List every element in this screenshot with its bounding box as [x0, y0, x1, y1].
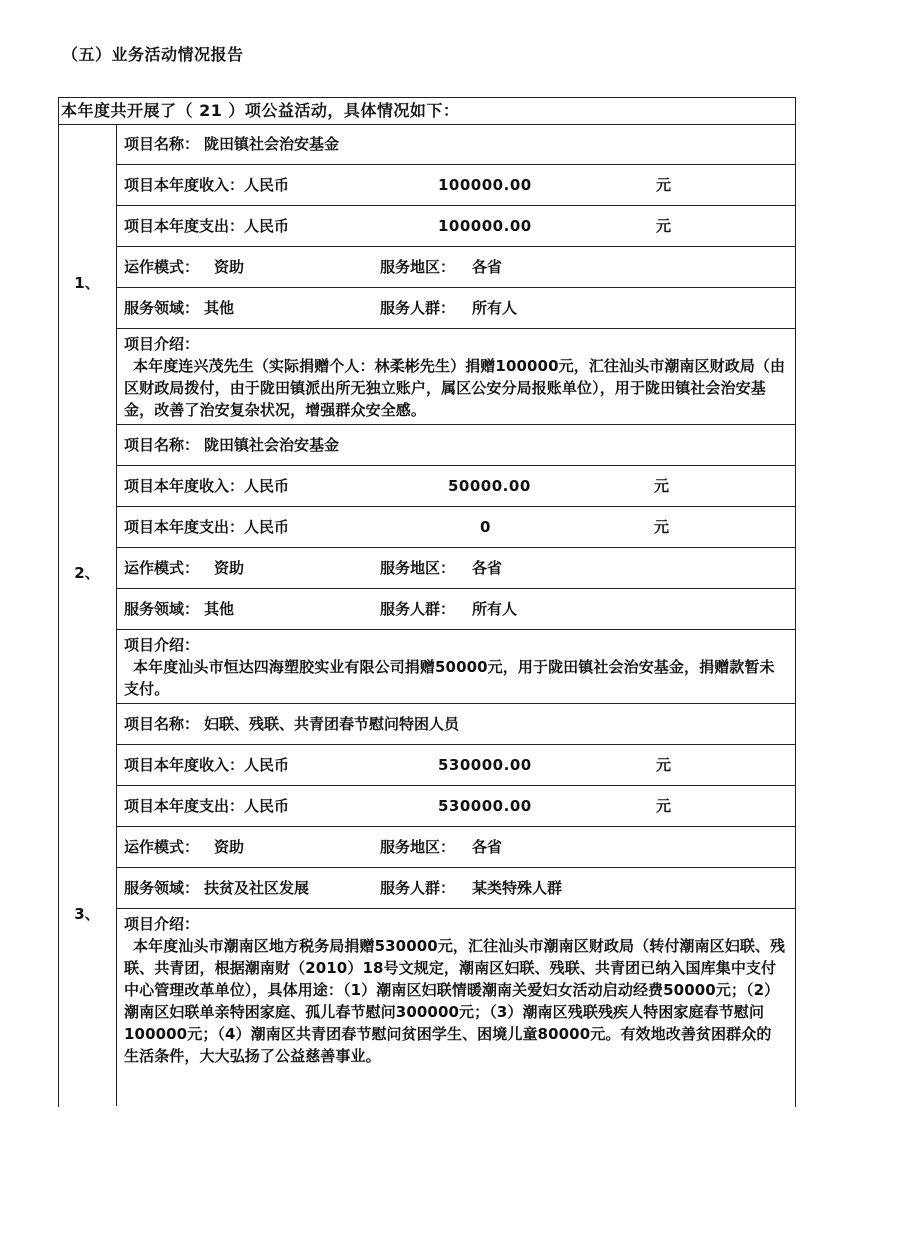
field-value: 扶贫及社区发展	[204, 879, 310, 897]
project-name-value: 妇联、残联、共青团春节慰问特困人员	[204, 715, 460, 733]
field-value: 其他	[204, 299, 235, 317]
income-unit: 元	[654, 477, 670, 495]
activity-item-3	[58, 704, 796, 1106]
region-value: 各省	[472, 258, 503, 276]
field-value: 其他	[204, 600, 235, 618]
crowd-value: 某类特殊人群	[472, 879, 563, 897]
item-number-cell	[58, 124, 117, 425]
income-amount: 530000.00	[438, 756, 532, 774]
project-name-row	[116, 124, 796, 165]
expense-row	[116, 507, 796, 548]
intro-text: 本年度汕头市恒达四海塑胶实业有限公司捐赠50000元，用于陇田镇社会治安基金，捐赠款暂未支付。	[124, 658, 775, 698]
region-label: 服务地区：	[380, 559, 456, 577]
project-name-label: 项目名称：	[124, 715, 200, 733]
mode-region-row	[116, 827, 796, 868]
intro-row	[116, 630, 796, 704]
mode-label: 运作模式：	[124, 258, 200, 276]
income-label: 项目本年度收入：人民币	[124, 477, 290, 495]
expense-unit: 元	[656, 797, 672, 815]
income-label: 项目本年度收入：人民币	[124, 756, 290, 774]
mode-label: 运作模式：	[124, 838, 200, 856]
field-crowd-row	[116, 288, 796, 329]
project-name-value: 陇田镇社会治安基金	[204, 135, 340, 153]
table-header: 本年度共开展了（ 21 ）项公益活动，具体情况如下：	[58, 97, 796, 125]
expense-amount: 100000.00	[438, 217, 532, 235]
crowd-label: 服务人群：	[380, 600, 456, 618]
intro-row	[116, 909, 796, 1106]
field-label: 服务领域：	[124, 299, 200, 317]
region-value: 各省	[472, 559, 503, 577]
expense-amount: 530000.00	[438, 797, 532, 815]
expense-amount: 0	[480, 518, 491, 536]
expense-row	[116, 206, 796, 247]
field-crowd-row	[116, 589, 796, 630]
intro-label: 项目介绍：	[124, 335, 200, 353]
expense-unit: 元	[656, 217, 672, 235]
activity-item-1	[58, 124, 796, 425]
crowd-label: 服务人群：	[380, 299, 456, 317]
project-name-value: 陇田镇社会治安基金	[204, 436, 340, 454]
field-label: 服务领域：	[124, 879, 200, 897]
item-number-cell	[58, 425, 117, 704]
expense-row	[116, 786, 796, 827]
project-name-row	[116, 704, 796, 745]
expense-label: 项目本年度支出：人民币	[124, 518, 290, 536]
project-name-row	[116, 425, 796, 466]
section-title: （五）业务活动情况报告	[62, 45, 244, 64]
region-label: 服务地区：	[380, 258, 456, 276]
expense-label: 项目本年度支出：人民币	[124, 797, 290, 815]
income-unit: 元	[656, 756, 672, 774]
project-name-label: 项目名称：	[124, 135, 200, 153]
income-row	[116, 745, 796, 786]
income-label: 项目本年度收入：人民币	[124, 176, 290, 194]
field-crowd-row	[116, 868, 796, 909]
item-number: 1、	[74, 274, 100, 292]
item-number-cell	[58, 704, 117, 1106]
intro-label: 项目介绍：	[124, 636, 200, 654]
intro-row	[116, 329, 796, 425]
crowd-value: 所有人	[472, 299, 518, 317]
intro-text: 本年度连兴茂先生（实际捐赠个人：林柔彬先生）捐赠100000元，汇往汕头市潮南区财政局（由区财政局拨付，由于陇田镇派出所无独立账户，属区公安分局报账单位），用于陇田镇社会治安基金，改善了治安复杂状况，增强群众安全感。	[124, 357, 786, 419]
item-number: 2、	[74, 564, 100, 582]
mode-region-row	[116, 548, 796, 589]
field-label: 服务领域：	[124, 600, 200, 618]
income-amount: 50000.00	[448, 477, 531, 495]
income-unit: 元	[656, 176, 672, 194]
mode-region-row	[116, 247, 796, 288]
mode-value: 资助	[214, 559, 245, 577]
crowd-label: 服务人群：	[380, 879, 456, 897]
mode-value: 资助	[214, 258, 245, 276]
crowd-value: 所有人	[472, 600, 518, 618]
intro-label: 项目介绍：	[124, 915, 200, 933]
item-number: 3、	[74, 904, 100, 923]
region-value: 各省	[472, 838, 503, 856]
expense-unit: 元	[654, 518, 670, 536]
mode-label: 运作模式：	[124, 559, 200, 577]
region-label: 服务地区：	[380, 838, 456, 856]
activity-item-2	[58, 425, 796, 704]
income-row	[116, 466, 796, 507]
expense-label: 项目本年度支出：人民币	[124, 217, 290, 235]
project-name-label: 项目名称：	[124, 436, 200, 454]
income-row	[116, 165, 796, 206]
mode-value: 资助	[214, 838, 245, 856]
income-amount: 100000.00	[438, 176, 532, 194]
intro-text: 本年度汕头市潮南区地方税务局捐赠530000元，汇往汕头市潮南区财政局（转付潮南区妇联、残联、共青团，根据潮南财（2010）18号文规定，潮南区妇联、残联、共青团已纳入国库集中支付中心管理改革单位），具体用途：（1）潮南区妇联情暖潮南关爱妇女活动启动经费50000元；（2）潮南区妇联单亲特困家庭、孤儿春节慰问300000元；（3）潮南区残联残疾人特困家庭春节慰问100000元；（4）潮南区共青团春节慰问贫困学生、困境儿童80000元。有效地改善贫困群众的生活条件，大大弘扬了公益慈善事业。	[124, 937, 786, 1065]
